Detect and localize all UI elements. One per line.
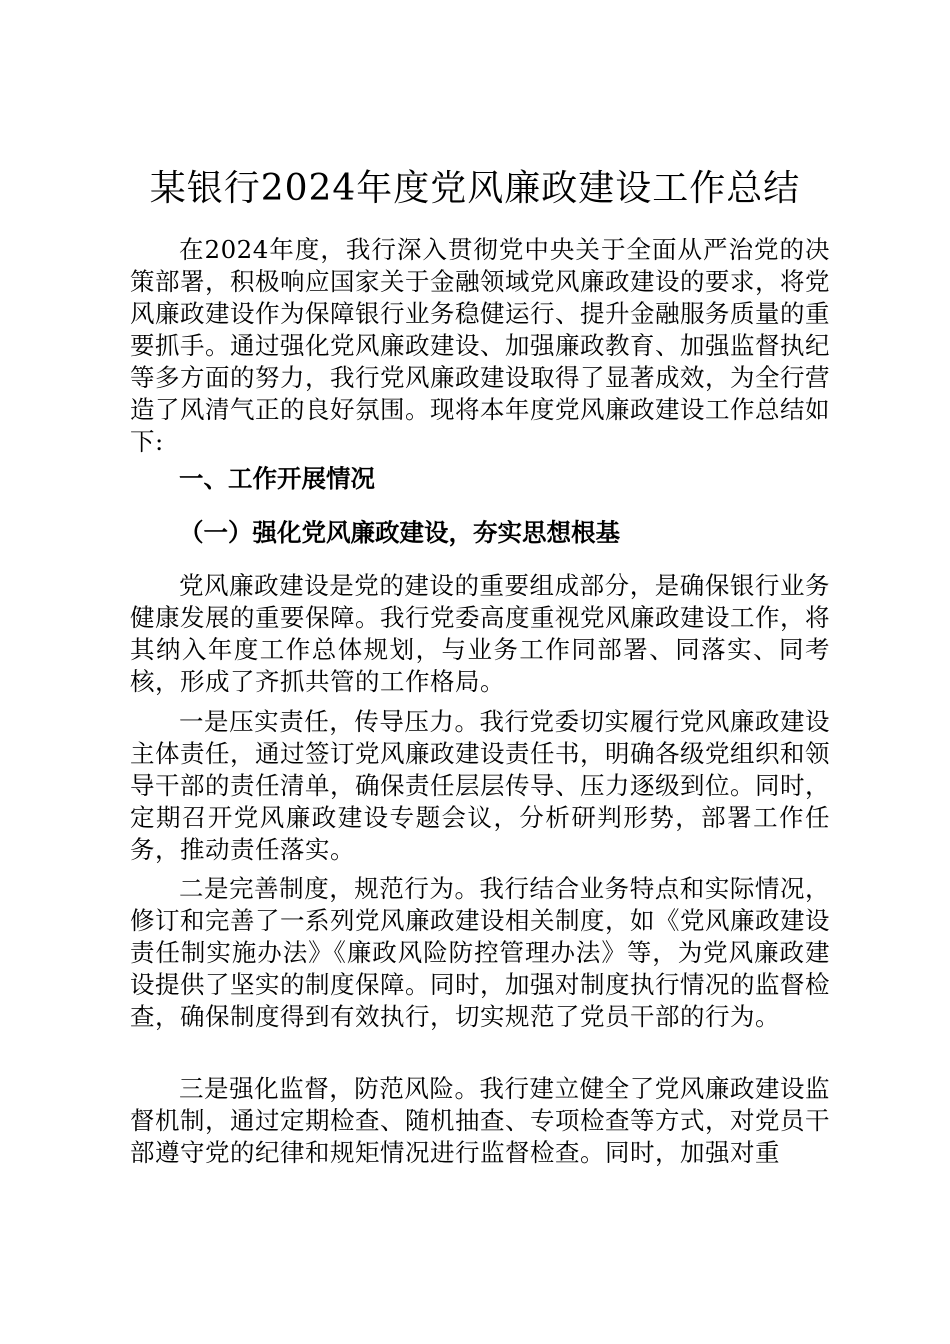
body-paragraph: 二是完善制度，规范行为。我行结合业务特点和实际情况，修订和完善了一系列党风廉政建设相关制度，如《党风廉政建设责任制实施办法》《廉政风险防控管理办法》等，为党风廉政建设提供了坚实的制度保障。同时，加强对制度执行情况的监督检查，确保制度得到有效执行，切实规范了党员干部的行为。 xyxy=(130,874,830,1031)
section-heading: 一、工作开展情况 xyxy=(179,464,375,493)
intro-paragraph: 在2024年度，我行深入贯彻党中央关于全面从严治党的决策部署，积极响应国家关于金融领域党风廉政建设的要求，将党风廉政建设作为保障银行业务稳健运行、提升金融服务质量的重要抓手。通过强化党风廉政建设、加强廉政教育、加强监督执纪等多方面的努力，我行党风廉政建设取得了显著成效，为全行营造了风清气正的良好氛围。现将本年度党风廉政建设工作总结如下: xyxy=(130,235,830,456)
body-paragraph: 党风廉政建设是党的建设的重要组成部分，是确保银行业务健康发展的重要保障。我行党委高度重视党风廉政建设工作，将其纳入年度工作总体规划，与业务工作同部署、同落实、同考核，形成了齐抓共管的工作格局。 xyxy=(130,571,830,696)
body-paragraph: 三是强化监督，防范风险。我行建立健全了党风廉政建设监督机制，通过定期检查、随机抽查、专项检查等方式，对党员干部遵守党的纪律和规矩情况进行监督检查。同时，加强对重 xyxy=(130,1074,830,1167)
body-paragraph: 一是压实责任，传导压力。我行党委切实履行党风廉政建设主体责任，通过签订党风廉政建设责任书，明确各级党组织和领导干部的责任清单，确保责任层层传导、压力逐级到位。同时，定期召开党风廉政建设专题会议，分析研判形势，部署工作任务，推动责任落实。 xyxy=(130,707,830,864)
document-title: 某银行2024年度党风廉政建设工作总结 xyxy=(149,168,801,209)
subsection-heading: （一）强化党风廉政建设，夯实思想根基 xyxy=(179,518,620,547)
